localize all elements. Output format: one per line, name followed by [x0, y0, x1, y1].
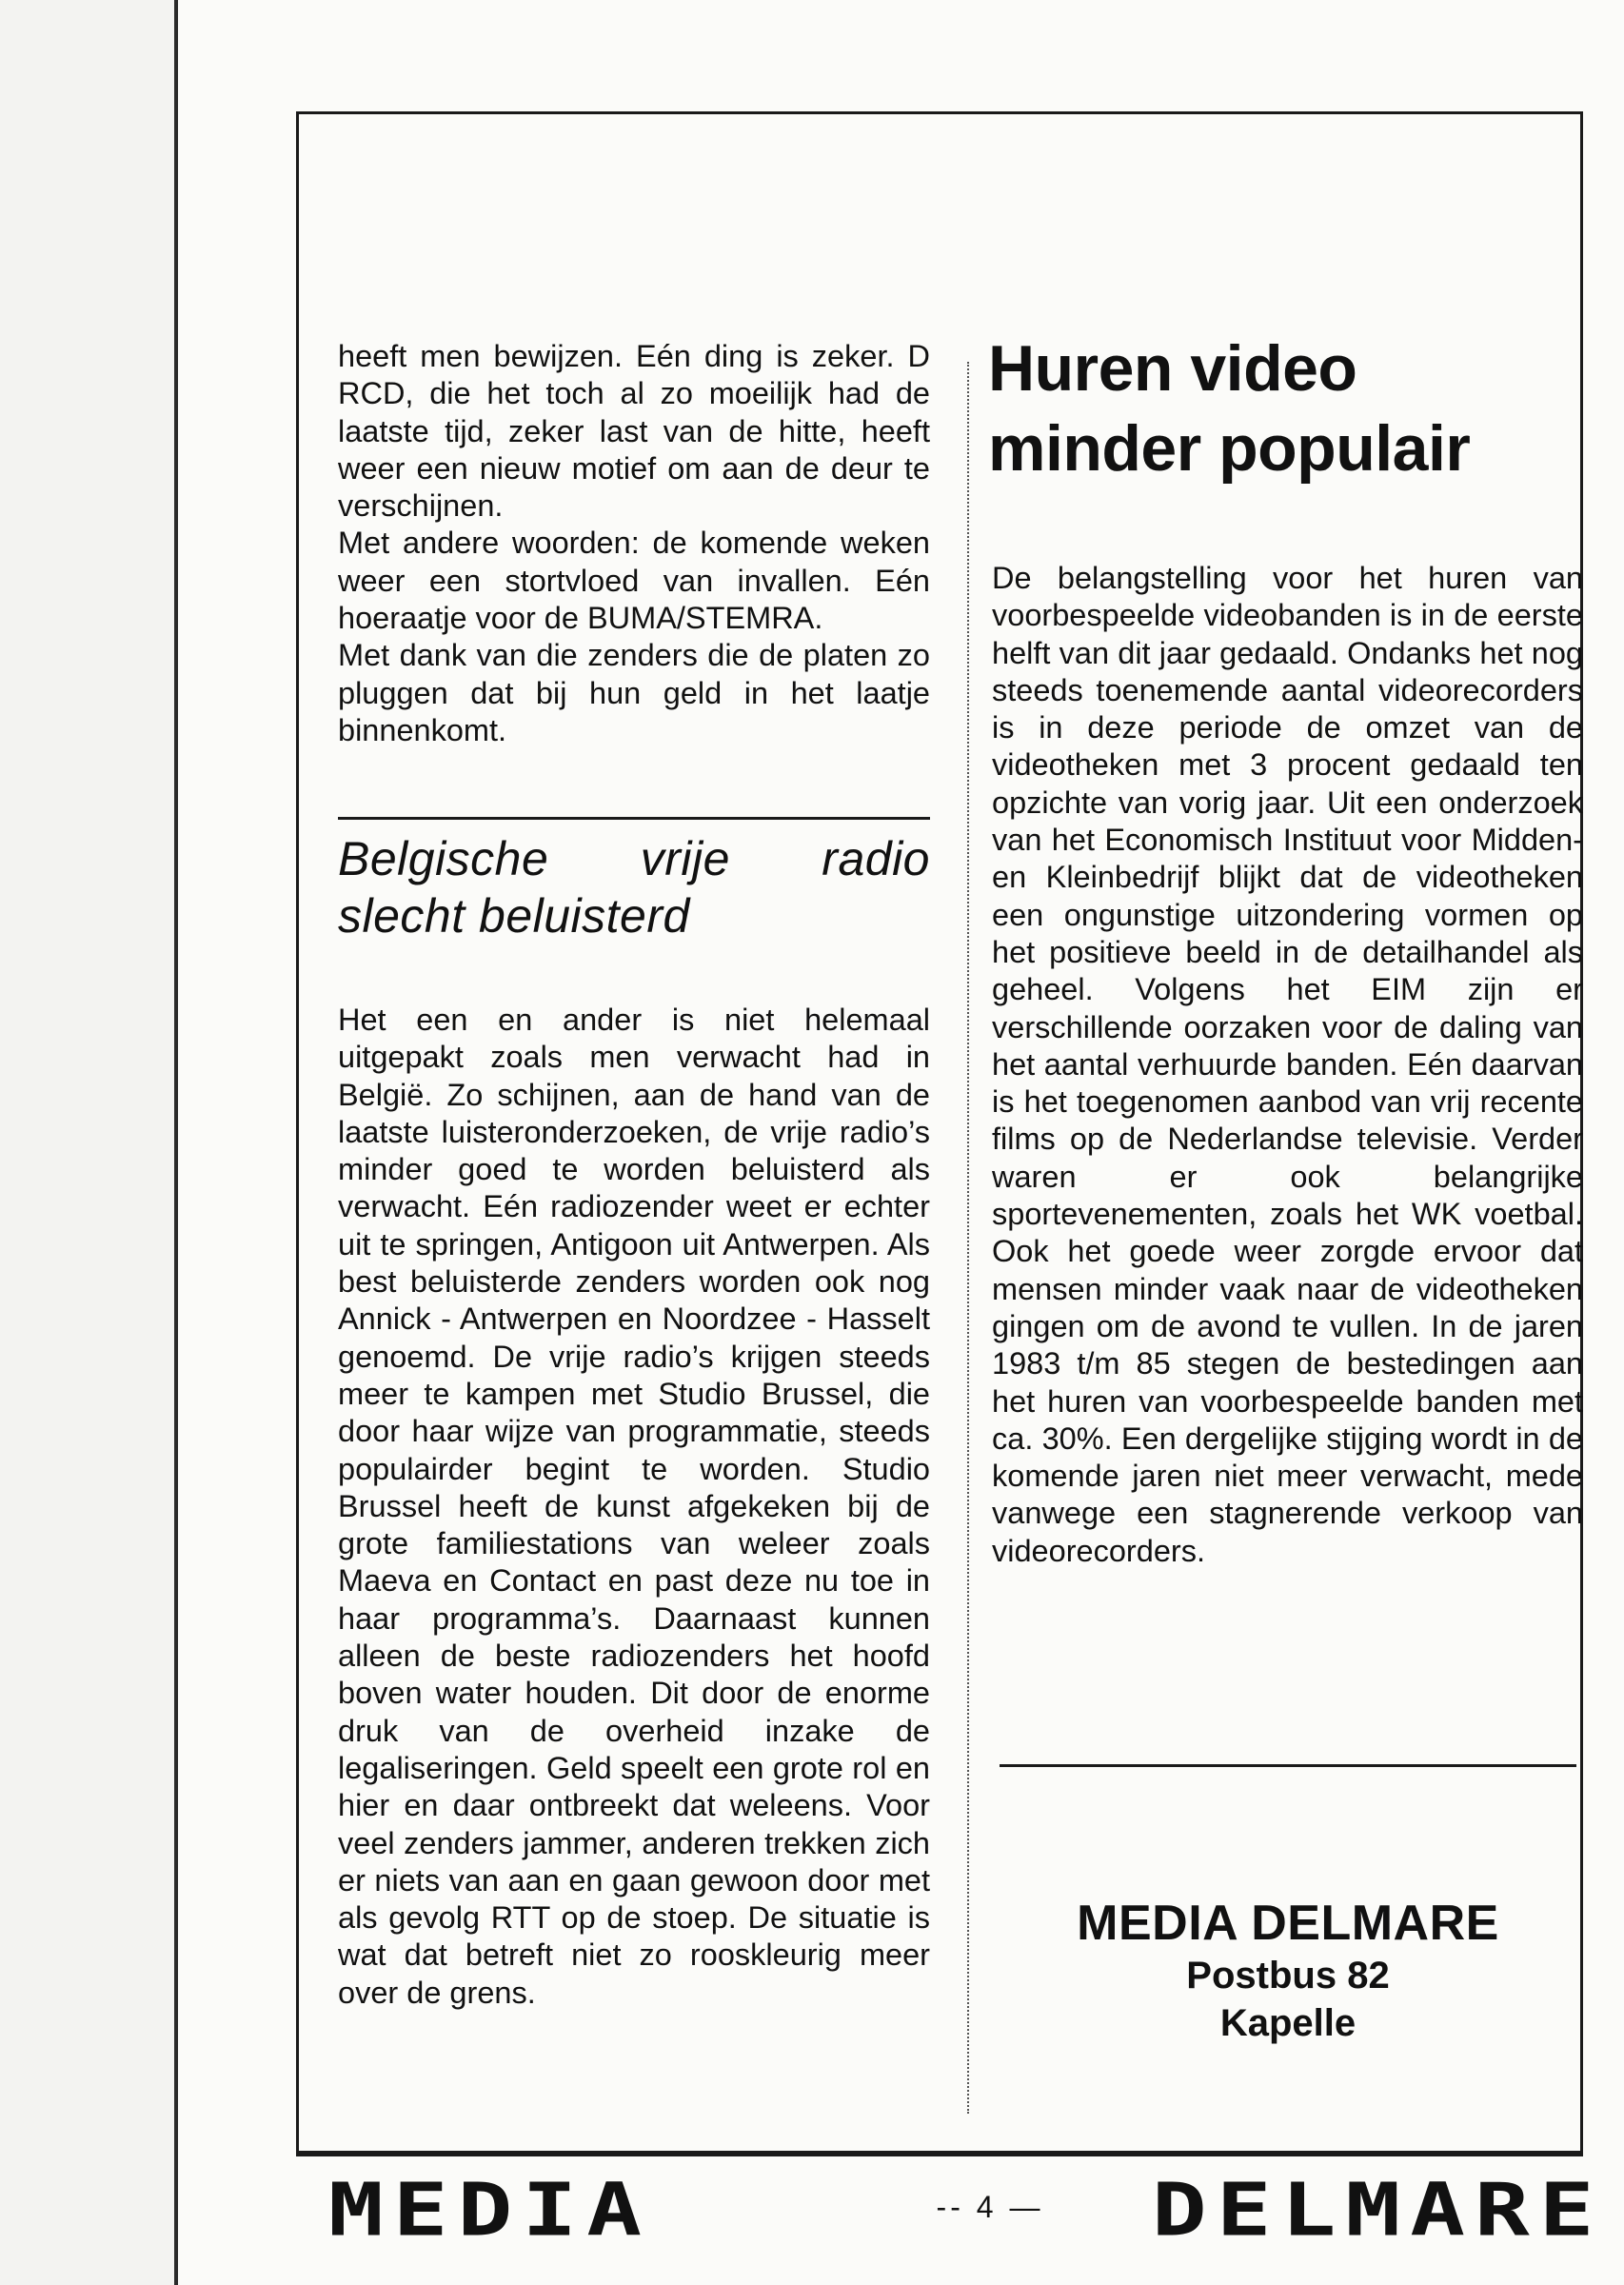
- column-divider: [967, 362, 969, 2114]
- city-line: Kapelle: [1219, 2002, 1357, 2044]
- belgian-article-headline: [338, 830, 930, 944]
- belgian-headline-line-1: [338, 830, 930, 887]
- left-paragraph-2: Met andere woorden: de komende weken weer een stortvloed van invallen. Eén hoeraatje voor de BUMA/STEMRA.: [338, 526, 930, 636]
- left-column: [338, 338, 930, 749]
- postbus-line: Postbus 82: [1186, 1955, 1390, 1997]
- media-logo: MEDIA: [328, 2167, 651, 2253]
- address-block: [1000, 1895, 1576, 2047]
- belgian-headline-line-2: slecht beluisterd: [338, 889, 690, 943]
- video-article-body-column: [992, 560, 1583, 1570]
- belgian-article-body-column: [338, 1002, 930, 2012]
- delmare-logo: DELMARE: [1152, 2167, 1604, 2253]
- video-article-body: De belangstelling voor het huren van voorbespeelde videobanden is in de eerste helft van dit jaar gedaald. Ondanks het nog steeds toenemende aantal videorecorders is in deze periode de omzet van de videotheken met 3 procent gedaald ten opzichte van vorig jaar. Uit een onderzoek van het Economisch Instituut voor Midden- en Kleinbedrijf blijkt dat de videotheken een ongunstige uitzondering vormen op het positieve beeld in de detailhandel als geheel. Volgens het EIM zijn er verschillende oorzaken voor de daling van het aantal verhuurde banden. Eén daarvan is het toegenomen aanbod van vrij recente films op de Nederlandse televisie. Verder waren er ook belangrijke sportevenementen, zoals het WK voetbal. Ook het goede weer zorgde ervoor dat mensen minder vaak naar de videotheken gingen om de avond te vullen. In de jaren 1983 t/m 85 stegen de bestedingen aan het huren van voorbespeelde banden met ca. 30%. Een dergelijke stijging wordt in de komende jaren niet meer verwacht, mede vanwege een stagnerende verkoop van videorecorders.: [992, 561, 1583, 1568]
- video-headline-line-2: minder populair: [988, 412, 1471, 485]
- headline-word-2: vrije: [640, 832, 730, 885]
- left-section-rule: [338, 817, 930, 820]
- page-number: -- 4 —: [936, 2190, 1044, 2224]
- headline-word-3: radio: [822, 832, 930, 885]
- video-headline-line-1: Huren video: [988, 332, 1357, 405]
- organization-name: MEDIA DELMARE: [1077, 1896, 1499, 1951]
- left-paragraph-3: Met dank van die zenders die de platen zo pluggen dat bij hun geld in het laatje binnenkomt.: [338, 638, 930, 747]
- belgian-article-body: Het een en ander is niet helemaal uitgepakt zoals men verwacht had in België. Zo schijnen, aan de hand van de laatste luisteronderzoeken, de vrije radio’s minder goed te worden beluisterd als verwacht. Eén radiozender weet er echter uit te springen, Antigoon uit Antwerpen. Als best beluisterde zenders worden ook nog Annick - Antwerpen en Noordzee - Hasselt genoemd. De vrije radio’s krijgen steeds meer te kampen met Studio Brussel, die door haar wijze van programmatie, steeds populairder begint te worden. Studio Brussel heeft de kunst afgekeken bij de grote familiestations van weleer zoals Maeva en Contact en past deze nu toe in haar programma’s. Daarnaast kunnen alleen de beste radiozenders het hoofd boven water houden. Dit door de enorme druk van de overheid inzake de legaliseringen. Geld speelt een grote rol en hier en daar ontbreekt dat weleens. Voor veel zenders jammer, anderen trekken zich er niets van aan en gaan gewoon door met als gevolg RTT op de stoep. De situatie is wat dat betreft niet zo rooskleurig meer over de grens.: [338, 1003, 930, 2010]
- headline-word-1: Belgische: [338, 832, 549, 885]
- left-paragraph-1: heeft men bewijzen. Eén ding is zeker. D RCD, die het toch al zo moeilijk had de laatste tijd, zeker last van de hitte, heeft weer een nieuw motief om aan de deur te verschijnen.: [338, 339, 930, 524]
- right-section-rule: [1000, 1764, 1576, 1767]
- video-article-headline: [988, 328, 1588, 488]
- footer-rule: [296, 2154, 1583, 2156]
